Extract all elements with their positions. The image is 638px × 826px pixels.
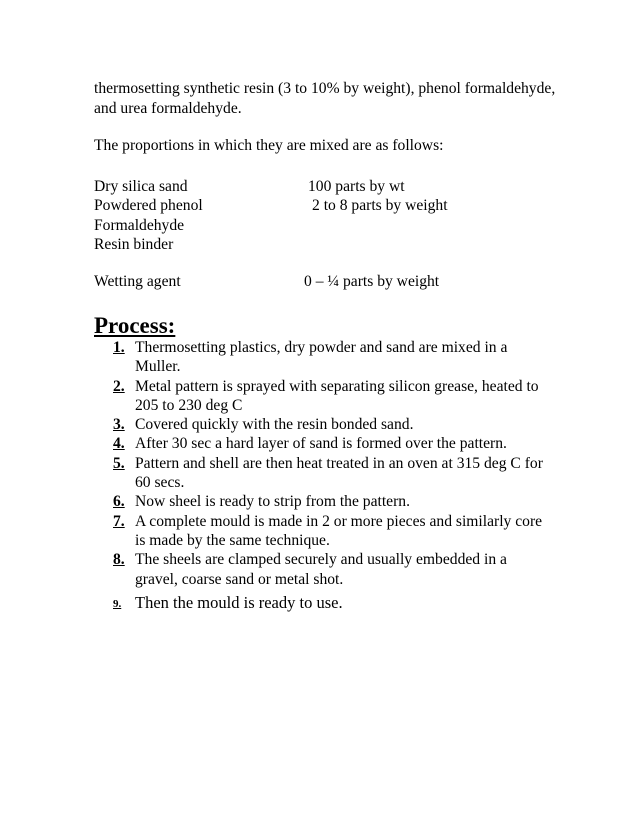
process-step bbox=[113, 338, 553, 377]
step-text: After 30 sec a hard layer of sand is formed over the pattern. bbox=[135, 435, 507, 453]
step-text: Then the mould is ready to use. bbox=[135, 592, 343, 612]
step-text: A complete mould is made in 2 or more pieces and similarly core is made by the same technique. bbox=[135, 512, 543, 549]
step-text: Metal pattern is sprayed with separating silicon grease, heated to 205 to 230 deg C bbox=[135, 377, 539, 414]
proportion-name: Formaldehyde bbox=[94, 216, 185, 234]
proportion-name: Resin binder bbox=[94, 235, 174, 253]
proportion-name: Dry silica sand bbox=[94, 178, 188, 195]
proportion-row bbox=[94, 216, 574, 235]
proportions-intro: The proportions in which they are mixed are as follows: bbox=[94, 137, 444, 154]
process-step bbox=[113, 377, 553, 416]
process-step bbox=[113, 592, 553, 616]
step-text: Covered quickly with the resin bonded sand. bbox=[135, 416, 414, 434]
process-heading: Process: bbox=[94, 313, 176, 338]
proportion-value: 0 – ¼ parts by weight bbox=[304, 273, 440, 291]
step-text: Now sheel is ready to strip from the pattern. bbox=[135, 493, 410, 511]
proportion-row bbox=[94, 235, 574, 254]
process-step bbox=[113, 454, 553, 493]
step-number: 7. bbox=[113, 512, 125, 530]
proportion-name: Powdered phenol bbox=[94, 197, 203, 215]
intro-paragraph: thermosetting synthetic resin (3 to 10% by weight), phenol formaldehyde, and urea formaldehyde. bbox=[94, 80, 556, 117]
proportion-row bbox=[94, 177, 574, 196]
proportion-value: 100 parts by wt bbox=[308, 178, 405, 195]
proportion-row bbox=[94, 272, 574, 291]
step-text: Pattern and shell are then heat treated in an oven at 315 deg C for 60 secs. bbox=[135, 454, 543, 492]
process-step bbox=[113, 512, 553, 551]
process-step bbox=[113, 550, 553, 589]
process-steps-list bbox=[113, 338, 553, 616]
step-number: 8. bbox=[113, 551, 125, 569]
step-number: 6. bbox=[113, 493, 125, 511]
proportion-row bbox=[94, 196, 574, 215]
process-step bbox=[113, 415, 553, 434]
proportion-name: Wetting agent bbox=[94, 273, 181, 291]
process-step bbox=[113, 492, 553, 511]
step-text: The sheels are clamped securely and usually embedded in a gravel, coarse sand or metal shot. bbox=[135, 551, 507, 588]
step-number: 9. bbox=[113, 597, 122, 610]
process-step bbox=[113, 434, 553, 453]
step-number: 5. bbox=[113, 454, 125, 472]
step-text: Thermosetting plastics, dry powder and sand are mixed in a Muller. bbox=[135, 339, 508, 376]
proportions-table bbox=[94, 177, 574, 291]
step-number: 3. bbox=[113, 416, 125, 434]
proportion-value: 2 to 8 parts by weight bbox=[312, 197, 448, 215]
step-number: 1. bbox=[113, 339, 125, 356]
step-number: 4. bbox=[113, 435, 125, 453]
step-number: 2. bbox=[113, 377, 125, 395]
